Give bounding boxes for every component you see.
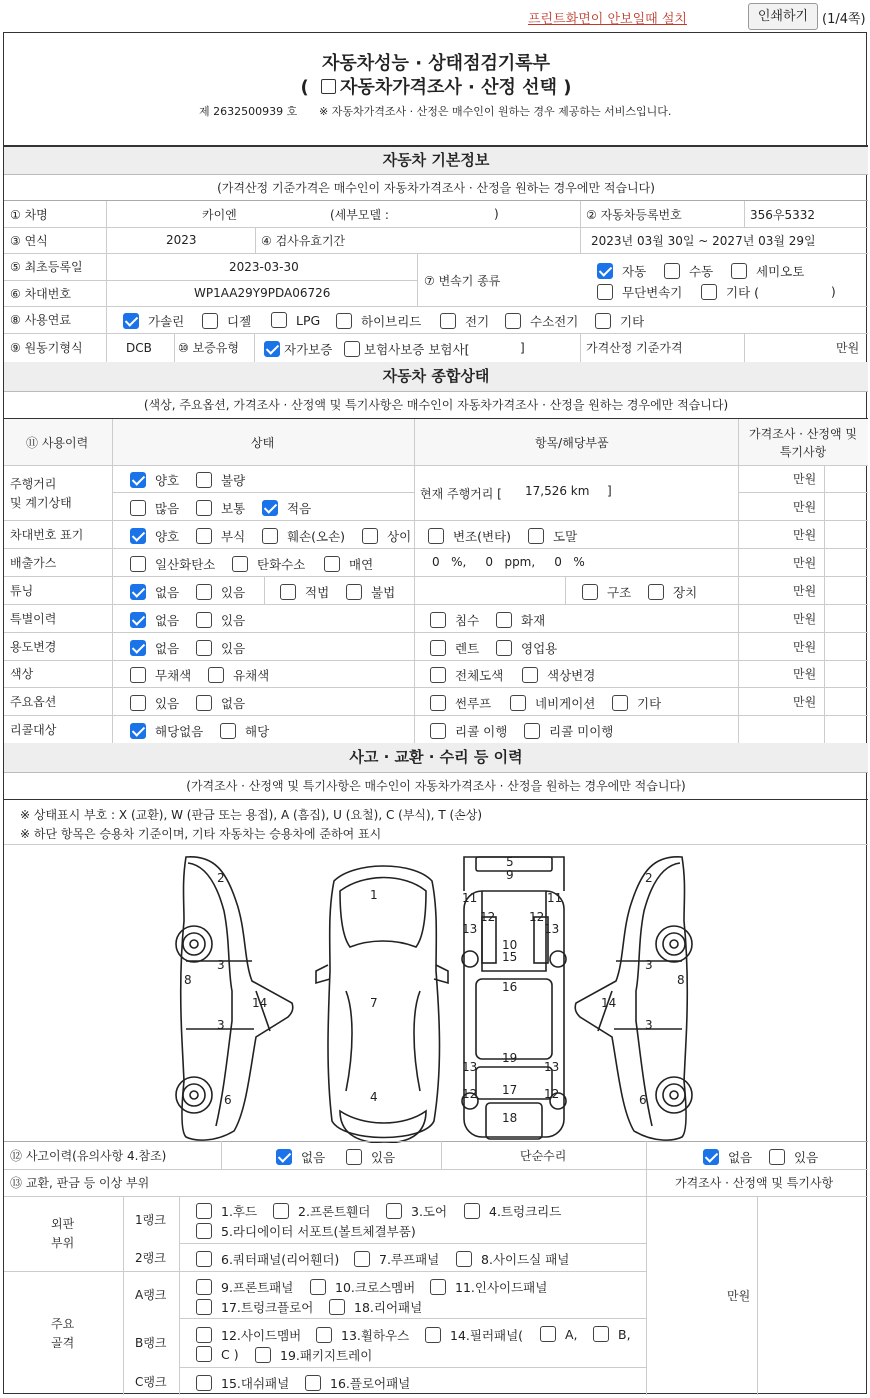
mileage-normal-checkbox[interactable] (196, 500, 212, 516)
part-package-tray-checkbox[interactable] (255, 1347, 271, 1363)
base-price-unit: 만원 (836, 341, 860, 355)
document-number: 제 2632500939 호 (199, 105, 298, 118)
overall-status-header: 자동차 종합상태 (4, 362, 868, 392)
fuel-electric-label: 전기 (465, 314, 490, 329)
emission-label: 배출가스 (10, 555, 57, 570)
part-hood-checkbox[interactable] (196, 1203, 212, 1219)
special-history-label: 특별이력 (10, 611, 57, 626)
diagram-label-10: 10 (502, 938, 518, 952)
trans-etc-close: ) (831, 285, 836, 299)
vin-altered-label: 변조(변타) (453, 529, 512, 544)
car-top-view (316, 866, 448, 1143)
recall-done-label: 리콜 이행 (455, 724, 508, 739)
tuning-structure-label: 구조 (607, 585, 632, 600)
year-label: ③ 연식 (10, 233, 48, 248)
diagram-label-17: 17 (502, 1083, 518, 1097)
fuel-electric-checkbox[interactable] (440, 313, 456, 329)
diagram-label-14: 14 (252, 996, 268, 1010)
emission-co-checkbox[interactable] (130, 556, 146, 572)
special-none-label: 없음 (155, 613, 180, 628)
options-exist-checkbox[interactable] (130, 695, 146, 711)
rent-checkbox[interactable] (430, 640, 446, 656)
accident-exist-checkbox[interactable] (346, 1149, 362, 1165)
basic-info-note: (가격산정 기준가격은 매수인이 자동차가격조사 · 산정을 원하는 경우에만 적습니다) (4, 175, 868, 201)
options-price-unit: 만원 (793, 694, 817, 709)
rank1-label: 1랭크 (135, 1213, 166, 1227)
vin-price-unit: 만원 (793, 527, 817, 542)
special-price-unit: 만원 (793, 611, 817, 626)
diagram-label-4: 4 (370, 1090, 378, 1104)
emission-smoke-checkbox[interactable] (324, 556, 340, 572)
fuel-hybrid-label: 하이브리드 (361, 314, 422, 329)
car-name-value: 카이엔 (202, 207, 237, 222)
navigation-label: 네비게이션 (535, 696, 596, 711)
fuel-diesel-label: 디젤 (227, 314, 252, 329)
diagram-label-12c: 12 (462, 1087, 478, 1101)
diagram-label-18: 18 (502, 1111, 518, 1125)
navigation-checkbox[interactable] (510, 695, 526, 711)
tuning-legal-checkbox[interactable] (280, 584, 296, 600)
mileage-label: 주행거리 및 계기상태 (10, 477, 72, 510)
status-symbols-legend: ※ 상태표시 부호 : X (교환), W (판금 또는 용접), A (흠집), U (요철), C (부식), T (손상) (20, 808, 483, 822)
diagram-label-13b: 13 (544, 922, 560, 936)
usage-exist-label: 있음 (221, 641, 246, 656)
tuning-price-unit: 만원 (793, 583, 817, 598)
price-remark-label: 가격조사 · 산정액 및 특기사항 (675, 1176, 834, 1190)
top-bar (0, 0, 870, 32)
diagram-label-14r: 14 (601, 996, 617, 1010)
accident-history-label: ⑫ 사고이력(유의사항 4.참조) (10, 1148, 167, 1163)
recall-done-checkbox[interactable] (430, 723, 446, 739)
fire-label: 화재 (521, 613, 546, 628)
flood-label: 침수 (455, 613, 480, 628)
recall-not-done-checkbox[interactable] (524, 723, 540, 739)
car-left-side-view (176, 857, 293, 1140)
fire-checkbox[interactable] (496, 612, 512, 628)
emission-co-label: 일산화탄소 (155, 557, 216, 572)
part-trunk-lid-label: 4.트렁크리드 (489, 1204, 562, 1219)
current-mileage-close: ] (607, 484, 612, 498)
full-paint-checkbox[interactable] (430, 667, 446, 683)
pillar-b-checkbox[interactable] (593, 1326, 609, 1342)
diagram-label-9: 9 (506, 868, 514, 882)
part-door-label: 3.도어 (411, 1204, 448, 1219)
gauge-good-checkbox[interactable] (130, 472, 146, 488)
diagram-label-8r: 8 (677, 973, 685, 987)
diagram-label-5: 5 (506, 855, 514, 869)
part-trunk-floor-label: 17.트렁크플로어 (221, 1300, 314, 1315)
diagram-label-2r: 2 (645, 871, 653, 885)
diagram-label-7: 7 (370, 996, 378, 1010)
part-inside-panel-label: 11.인사이드패널 (455, 1280, 548, 1295)
rankC-label: C랭크 (135, 1374, 167, 1389)
tuning-none-checkbox[interactable] (130, 584, 146, 600)
print-button[interactable]: 인쇄하기 (748, 3, 818, 30)
fuel-etc-label: 기타 (620, 314, 645, 329)
exchange-parts-label: ⑬ 교환, 판금 등 이상 부위 (10, 1176, 150, 1190)
vin-damage-label: 훼손(오손) (287, 529, 346, 544)
sunroof-checkbox[interactable] (430, 695, 446, 711)
recall-not-done-label: 리콜 미이행 (549, 724, 614, 739)
current-mileage-value: 17,526 km (525, 484, 590, 498)
accident-none-checkbox[interactable] (276, 1149, 292, 1165)
year-value: 2023 (166, 233, 197, 247)
vin-damage-checkbox[interactable] (262, 528, 278, 544)
part-trunk-lid-checkbox[interactable] (464, 1203, 480, 1219)
fuel-hydrogen-label: 수소전기 (530, 314, 579, 329)
gauge-bad-label: 불량 (221, 473, 246, 488)
part-side-sill-label: 8.사이드실 패널 (481, 1252, 570, 1267)
state-header: 상태 (251, 435, 275, 450)
rank2-label: 2랭크 (135, 1250, 166, 1265)
diagram-label-3rb: 3 (645, 1018, 653, 1032)
install-notice-link[interactable]: 프린트화면이 안보일때 설치 (528, 12, 687, 27)
part-floor-panel-checkbox[interactable] (305, 1375, 321, 1391)
warranty-self-checkbox[interactable] (264, 341, 280, 357)
sunroof-label: 썬루프 (455, 696, 492, 711)
diagram-label-8: 8 (184, 973, 192, 987)
repair-none-checkbox[interactable] (703, 1149, 719, 1165)
base-price-label: 가격산정 기준가격 (586, 341, 683, 355)
part-dash-panel-label: 15.대쉬패널 (221, 1376, 290, 1391)
trans-auto-label: 자동 (622, 264, 647, 279)
trans-auto-checkbox[interactable] (597, 263, 613, 279)
detail-model-label: (세부모델 : (330, 207, 389, 222)
tuning-legal-label: 적법 (305, 585, 330, 600)
accident-exist-label: 있음 (371, 1150, 396, 1165)
options-etc-label: 기타 (637, 696, 662, 711)
usage-price-unit: 만원 (793, 639, 817, 654)
options-etc-checkbox[interactable] (612, 695, 628, 711)
diagram-label-6: 6 (224, 1093, 232, 1107)
chromatic-label: 유채색 (233, 668, 270, 683)
part-front-panel-label: 9.프론트패널 (221, 1280, 294, 1295)
trans-manual-label: 수동 (689, 264, 714, 279)
vin-different-checkbox[interactable] (362, 528, 378, 544)
accident-history-note: (가격조사 · 산정액 및 특기사항은 매수인이 자동차가격조사 · 산정을 원하는 경우에만 적습니다) (4, 773, 868, 800)
engine-type-label: ⑨ 원동기형식 (10, 341, 83, 355)
vin-good-label: 양호 (155, 529, 180, 544)
gauge-bad-checkbox[interactable] (196, 472, 212, 488)
repair-exist-checkbox[interactable] (769, 1149, 785, 1165)
pillar-b-label: B, (618, 1326, 631, 1342)
repair-exist-label: 있음 (794, 1150, 819, 1165)
part-rear-panel-label: 18.리어패널 (354, 1300, 423, 1315)
vin-rust-label: 부식 (221, 529, 246, 544)
part-quarter-panel-checkbox[interactable] (196, 1251, 212, 1267)
current-mileage-label: 현재 주행거리 [ (420, 486, 502, 501)
recall-yes-checkbox[interactable] (220, 723, 236, 739)
part-dash-panel-checkbox[interactable] (196, 1375, 212, 1391)
part-side-sill-checkbox[interactable] (456, 1251, 472, 1267)
tuning-exist-label: 있음 (221, 585, 246, 600)
part-quarter-panel-label: 6.쿼터패널(리어휀더) (221, 1252, 340, 1267)
accident-history-header: 사고 · 교환 · 수리 등 이력 (4, 743, 868, 773)
fuel-diesel-checkbox[interactable] (202, 313, 218, 329)
main-options-label: 주요옵션 (10, 694, 57, 709)
emission-hc-checkbox[interactable] (232, 556, 248, 572)
reg-number-value: 356우5332 (750, 207, 816, 222)
inspection-record-document (3, 32, 867, 1394)
first-reg-value: 2023-03-30 (229, 259, 299, 274)
tuning-structure-checkbox[interactable] (582, 584, 598, 600)
part-radiator-support-label: 5.라디에이터 서포트(볼트체결부품) (221, 1224, 416, 1239)
accident-none-label: 없음 (301, 1150, 326, 1165)
diagram-label-15: 15 (502, 950, 518, 964)
fuel-lpg-checkbox[interactable] (271, 312, 287, 328)
exchange-price-unit: 만원 (727, 1288, 751, 1303)
inspection-validity-label: ④ 검사유효기간 (261, 233, 346, 248)
recall-yes-label: 해당 (245, 724, 270, 739)
special-exist-checkbox[interactable] (196, 612, 212, 628)
diagram-label-11b: 11 (547, 891, 563, 905)
part-front-fender-checkbox[interactable] (273, 1203, 289, 1219)
recall-na-checkbox[interactable] (130, 723, 146, 739)
usage-history-header: ⑪ 사용이력 (26, 435, 89, 450)
diagram-label-3r: 3 (645, 958, 653, 972)
warranty-insurer-label: 보험사보증 보험사[ (364, 342, 470, 357)
color-label: 색상 (10, 667, 34, 681)
rankB-label: B랭크 (135, 1336, 167, 1350)
part-floor-panel-label: 16.플로어패널 (330, 1376, 411, 1391)
trans-manual-checkbox[interactable] (664, 263, 680, 279)
fuel-gasoline-label: 가솔린 (148, 314, 185, 329)
tuning-exist-checkbox[interactable] (196, 584, 212, 600)
mileage-price-unit-2: 만원 (793, 500, 817, 514)
achromatic-label: 무채색 (155, 668, 192, 683)
fuel-hydrogen-checkbox[interactable] (505, 313, 521, 329)
vin-marking-label: 차대번호 표기 (10, 527, 84, 542)
mileage-price-unit: 만원 (793, 472, 817, 486)
diagram-label-19: 19 (502, 1051, 518, 1065)
part-pillar-panel-label: 14.필러패널( (450, 1328, 524, 1343)
part-trunk-floor-checkbox[interactable] (196, 1299, 212, 1315)
color-change-label: 색상변경 (547, 668, 596, 683)
main-frame-label: 주요 골격 (51, 1317, 75, 1350)
tuning-illegal-label: 불법 (371, 585, 396, 600)
mileage-few-label: 적음 (287, 501, 312, 516)
full-paint-label: 전체도색 (455, 668, 504, 683)
page-number: (1/4쪽) (822, 12, 866, 27)
rent-label: 렌트 (455, 641, 480, 656)
car-damage-diagram (164, 851, 704, 1143)
fuel-etc-checkbox[interactable] (595, 313, 611, 329)
trans-cvt-checkbox[interactable] (597, 284, 613, 300)
document-subtitle: ( 자동차가격조사 · 산정 선택 ) (300, 77, 572, 98)
tuning-label: 튜닝 (10, 583, 34, 598)
repair-none-label: 없음 (728, 1150, 753, 1165)
part-front-fender-label: 2.프론트휀더 (298, 1204, 371, 1219)
vin-altered-checkbox[interactable] (428, 528, 444, 544)
price-survey-checkbox[interactable] (321, 79, 336, 94)
diagram-label-13c: 13 (462, 1060, 478, 1074)
tuning-device-label: 장치 (673, 585, 698, 600)
warranty-self-label: 자가보증 (284, 342, 333, 357)
outer-panel-label: 외판 부위 (51, 1217, 75, 1250)
diagram-label-2: 2 (217, 871, 225, 885)
vin-erased-label: 도말 (553, 529, 578, 544)
chromatic-checkbox[interactable] (208, 667, 224, 683)
tuning-illegal-checkbox[interactable] (346, 584, 362, 600)
trans-semi-label: 세미오토 (756, 264, 805, 279)
usage-exist-checkbox[interactable] (196, 640, 212, 656)
diagram-label-3: 3 (217, 958, 225, 972)
trans-etc-label: 기타 ( (726, 285, 760, 300)
options-exist-label: 있음 (155, 696, 180, 711)
vin-good-checkbox[interactable] (130, 528, 146, 544)
fuel-label: ⑧ 사용연료 (10, 313, 71, 327)
fuel-hybrid-checkbox[interactable] (336, 313, 352, 329)
part-package-tray-label: 19.패키지트레이 (280, 1348, 373, 1363)
part-cross-member-label: 10.크로스멤버 (335, 1280, 416, 1295)
achromatic-checkbox[interactable] (130, 667, 146, 683)
gauge-good-label: 양호 (155, 473, 180, 488)
warranty-insurer-close: ] (520, 340, 525, 355)
diagram-label-16: 16 (502, 980, 518, 994)
vin-erased-checkbox[interactable] (528, 528, 544, 544)
vin-different-label: 상이 (387, 529, 412, 544)
part-cross-member-checkbox[interactable] (310, 1279, 326, 1295)
usage-none-label: 없음 (155, 641, 180, 656)
business-checkbox[interactable] (496, 640, 512, 656)
trans-semi-checkbox[interactable] (731, 263, 747, 279)
recall-na-label: 해당없음 (155, 724, 204, 739)
tuning-none-label: 없음 (155, 585, 180, 600)
trans-cvt-label: 무단변속기 (622, 285, 683, 300)
part-wheel-house-label: 13.휠하우스 (341, 1328, 410, 1343)
pillar-a-checkbox[interactable] (540, 1326, 556, 1342)
special-none-checkbox[interactable] (130, 612, 146, 628)
emission-values: 0 %, 0 ppm, 0 % (432, 555, 585, 569)
emission-smoke-label: 매연 (349, 557, 374, 572)
tuning-device-checkbox[interactable] (648, 584, 664, 600)
standard-note: ※ 하단 항목은 승용차 기준이며, 기타 자동차는 승용차에 준하여 표시 (20, 827, 382, 841)
part-wheel-house-checkbox[interactable] (316, 1327, 332, 1343)
overall-status-note: (색상, 주요옵션, 가격조사 · 산정액 및 특기사항은 매수인이 자동차가격조사 · 산정을 원하는 경우에만 적습니다) (4, 392, 868, 419)
part-inside-panel-checkbox[interactable] (430, 1279, 446, 1295)
diagram-label-13: 13 (462, 922, 478, 936)
flood-checkbox[interactable] (430, 612, 446, 628)
trans-etc-checkbox[interactable] (701, 284, 717, 300)
emission-price-unit: 만원 (793, 555, 817, 570)
inspection-validity-value: 2023년 03월 30일 ~ 2027년 03월 29일 (591, 233, 816, 248)
diagram-label-12b: 12 (529, 910, 545, 924)
car-right-side-view (575, 857, 692, 1140)
mileage-normal-label: 보통 (221, 501, 246, 516)
diagram-label-6r: 6 (639, 1093, 647, 1107)
vin-label: ⑥ 차대번호 (10, 286, 71, 301)
diagram-label-12d: 12 (544, 1087, 560, 1101)
diagram-label-13d: 13 (544, 1060, 560, 1074)
vin-rust-checkbox[interactable] (196, 528, 212, 544)
rankA-label: A랭크 (135, 1288, 167, 1302)
document-title: 자동차성능 · 상태점검기록부 (321, 53, 551, 74)
fuel-lpg-label: LPG (296, 312, 321, 328)
emission-hc-label: 탄화수소 (257, 557, 306, 572)
transmission-label: ⑦ 변속기 종류 (424, 273, 501, 288)
pillar-c-label: C ) (221, 1346, 239, 1362)
diagram-label-3b: 3 (217, 1018, 225, 1032)
part-side-member-label: 12.사이드멤버 (221, 1328, 302, 1343)
part-radiator-support-checkbox[interactable] (196, 1223, 212, 1239)
service-note: ※ 자동차가격조사 · 산정은 매수인이 원하는 경우 제공하는 서비스입니다. (319, 105, 672, 118)
part-pillar-panel-checkbox[interactable] (425, 1327, 441, 1343)
basic-info-header: 자동차 기본정보 (4, 145, 868, 175)
part-door-checkbox[interactable] (386, 1203, 402, 1219)
mileage-many-label: 많음 (155, 501, 180, 516)
mileage-many-checkbox[interactable] (130, 500, 146, 516)
part-side-member-checkbox[interactable] (196, 1327, 212, 1343)
warranty-label: ⑩ 보증유형 (178, 341, 239, 355)
detail-model-close: ) (494, 207, 499, 221)
vin-value: WP1AA29Y9PDA06726 (194, 286, 331, 300)
recall-label: 리콜대상 (10, 722, 57, 737)
mileage-few-checkbox[interactable] (262, 500, 278, 516)
pillar-c-checkbox[interactable] (196, 1346, 212, 1362)
fuel-gasoline-checkbox[interactable] (123, 313, 139, 329)
diagram-label-12: 12 (480, 910, 496, 924)
warranty-insurer-checkbox[interactable] (344, 341, 360, 357)
usage-none-checkbox[interactable] (130, 640, 146, 656)
part-roof-panel-checkbox[interactable] (354, 1251, 370, 1267)
simple-repair-label: 단순수리 (520, 1148, 567, 1163)
usage-change-label: 용도변경 (10, 639, 57, 654)
color-change-checkbox[interactable] (522, 667, 538, 683)
diagram-label-1: 1 (370, 888, 378, 902)
reg-number-label: ② 자동차등록번호 (586, 207, 682, 222)
price-remark-header: 가격조사 · 산정액 및 특기사항 (749, 427, 857, 459)
special-exist-label: 있음 (221, 613, 246, 628)
part-rear-panel-checkbox[interactable] (329, 1299, 345, 1315)
part-roof-panel-label: 7.루프패널 (379, 1252, 440, 1267)
car-name-label: ① 차명 (10, 207, 48, 222)
business-label: 영업용 (521, 641, 558, 656)
options-none-label: 없음 (221, 696, 246, 711)
options-none-checkbox[interactable] (196, 695, 212, 711)
item-header: 항목/해당부품 (535, 435, 609, 450)
part-hood-label: 1.후드 (221, 1204, 258, 1219)
first-reg-label: ⑤ 최초등록일 (10, 260, 83, 274)
color-price-unit: 만원 (793, 667, 817, 681)
pillar-a-label: A, (565, 1326, 578, 1342)
engine-type-value: DCB (126, 340, 152, 355)
part-front-panel-checkbox[interactable] (196, 1279, 212, 1295)
diagram-label-11: 11 (462, 891, 478, 905)
